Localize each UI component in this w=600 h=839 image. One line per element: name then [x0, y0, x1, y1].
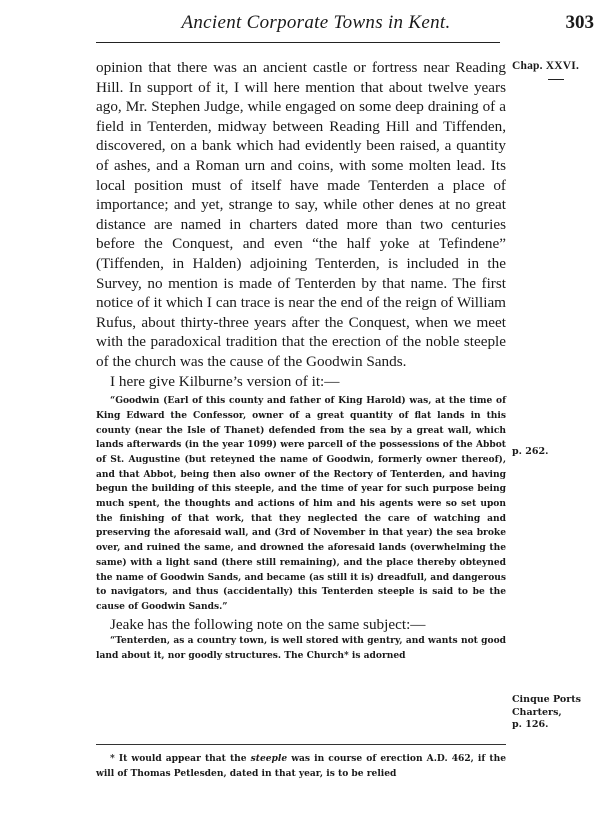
jeake-quotation: “Tenterden, as a country town, is well stored with gentry, and wants not good land about it, nor goodly structures. The Church* is adorned: [96, 635, 506, 661]
kilburne-quotation: “Goodwin (Earl of this county and father of King Harold) was, at the time of King Edward the Confessor, owner of a great quantity of flat lands in this county (near the Isle of Thanet) defended from the sea by a great wall, which lands afterwards (in the year 1099) were parcell of the possessions of the Abbot of St. Augustine (but reteyned the name of Goodwin, formerly owner thereof), and that Abbot, being then also owner of the Rectory of Tenterden, and having begun the building of this steeple, and the time of year for such purpose being much spent, the thoughts and actions of him and his agents were so set upon the finishing of that work, that they neglected the care of watching and preserving the aforesaid wall, and (3rd of November in that year) the sea broke over, and ruined the same, and drowned the aforesaid lands (overwhelming the same) with a light sand (there still remaining), and the place thereby obteyned the name of Goodwin Sands, and became (as still it is) dreadfull, and dangerous to navigators, and thus (accidentally) this Tenterden steeple is said to be the cause of Goodwin Sands.”: [96, 395, 506, 612]
header-rule: [96, 42, 500, 43]
page-number: 303: [565, 12, 594, 33]
margin-ref-kilburne: p. 262.: [512, 446, 549, 457]
jeake-intro: Jeake has the following note on the same subject:—: [110, 615, 426, 633]
margin-ref-jeake: [512, 694, 581, 732]
margin-ref-line: Cinque Ports: [512, 694, 581, 705]
margin-ref-line: p. 126.: [512, 719, 549, 730]
page-header: [96, 12, 594, 40]
footnote-emphasis: steeple: [250, 753, 288, 764]
footnote-text-after: was in course of erection A.D. 462, if the will of Thomas Petlesden, dated in that year, is to be relied: [96, 753, 506, 779]
footnote-rule: [96, 744, 506, 745]
main-text: [96, 58, 506, 664]
footnote-text-before: * It would appear that the: [110, 753, 251, 764]
paragraph-steeple-tradition: opinion that there was an ancient castle or fortress near Reading Hill. In support of it, I will here mention that about twelve years ago, Mr. Stephen Judge, while engaged on some deep draining of a field in Tenterden, midway between Reading Hill and Tiffenden, discovered, on a bank which had evidently been raised, a quantity of ashes, and a Roman urn and coins, with some molten lead. Its local position must of itself have made Tenterden a place of importance; and yet, strange to say, while other denes at no great distance are named in charters dated more than two centuries before the Conquest, and even “the half yoke at Tefindene” (Tiffenden, in Halden) adjoining Tenterden, is included in the Survey, no mention is made of Tenterden by that name. The first notice of it which I can trace is near the end of the reign of William Rufus, about thirty-three years after the Conquest, when we meet with the paradoxical tradition that the erection of the noble steeple of the church was the cause of the Goodwin Sands.: [96, 59, 506, 370]
running-title: Ancient Corporate Towns in Kent.: [181, 12, 451, 33]
chapter-margin-note: Chap. XXVI.: [512, 60, 580, 72]
footnote: [96, 752, 506, 781]
margin-ref-line: Charters,: [512, 706, 562, 718]
chapter-note-dash: [548, 79, 564, 80]
kilburne-intro: I here give Kilburne’s version of it:—: [110, 372, 340, 390]
